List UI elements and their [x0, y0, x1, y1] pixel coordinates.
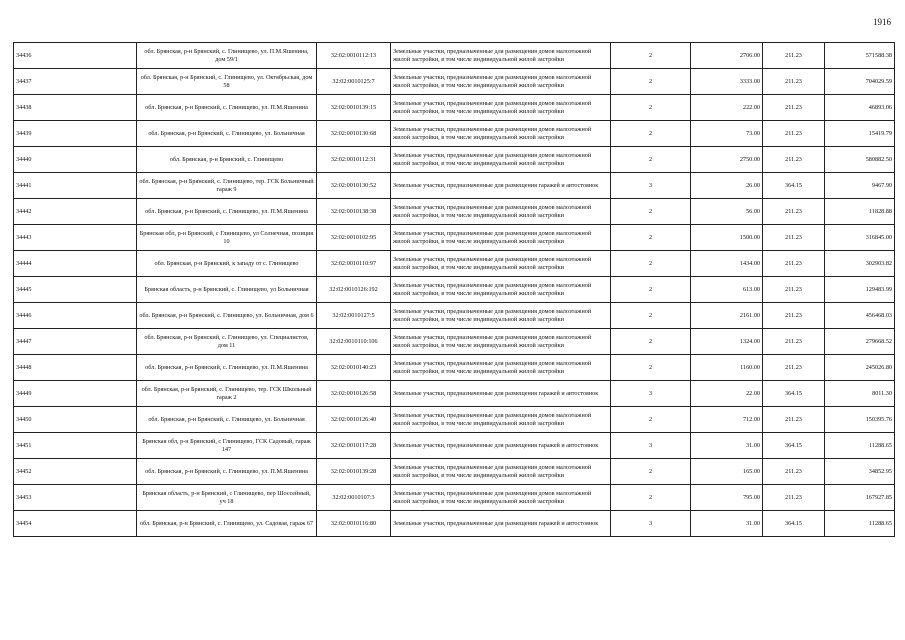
table-row	[14, 199, 895, 225]
group-cell: 2	[611, 459, 691, 485]
area-cell: 795.00	[691, 485, 763, 511]
group-cell: 2	[611, 121, 691, 147]
cadastral-value-cell: 34852.95	[825, 459, 895, 485]
cadastral-value-cell: 11828.88	[825, 199, 895, 225]
cadastral-value-cell: 316845.00	[825, 225, 895, 251]
cadastral-number-cell: 32:02:0010126:58	[317, 381, 391, 407]
page-number: 1916	[873, 17, 891, 27]
rate-cell: 364.15	[763, 433, 825, 459]
row-number-cell: 34453	[14, 485, 137, 511]
rate-cell: 211.23	[763, 459, 825, 485]
row-number-cell: 34452	[14, 459, 137, 485]
row-number-cell: 34446	[14, 303, 137, 329]
area-cell: 222.00	[691, 95, 763, 121]
row-number-cell: 34448	[14, 355, 137, 381]
cadastral-value-cell: 245026.80	[825, 355, 895, 381]
address-cell: обл. Брянская, р-н Брянский, с. Глинищево, ул. П.М.Яшенина	[137, 199, 317, 225]
land-use-cell: Земельные участки, предназначенные для размещения домов малоэтажной жилой застройки, в том числе индивидуальной жилой застройки	[391, 95, 611, 121]
group-cell: 2	[611, 277, 691, 303]
cadastral-number-cell: 32:02:0010140:23	[317, 355, 391, 381]
address-cell: обл. Брянская, р-н Брянский, с. Глинищево, ул. Октябрьская, дом 58	[137, 69, 317, 95]
cadastral-number-cell: 32:02:0010139:15	[317, 95, 391, 121]
group-cell: 2	[611, 485, 691, 511]
cadastral-number-cell: 32:02:0010102:95	[317, 225, 391, 251]
table-row	[14, 277, 895, 303]
land-use-cell: Земельные участки, предназначенные для размещения домов малоэтажной жилой застройки, в том числе индивидуальной жилой застройки	[391, 43, 611, 69]
area-cell: 1160.00	[691, 355, 763, 381]
cadastral-value-cell: 167927.85	[825, 485, 895, 511]
rate-cell: 211.23	[763, 199, 825, 225]
address-cell: обл. Брянская, р-н Брянский, с. Глинищево, ул. Больничная	[137, 121, 317, 147]
cadastral-number-cell: 32:02:0010130:68	[317, 121, 391, 147]
area-cell: 712.00	[691, 407, 763, 433]
group-cell: 2	[611, 355, 691, 381]
land-use-cell: Земельные участки, предназначенные для размещения домов малоэтажной жилой застройки, в том числе индивидуальной жилой застройки	[391, 147, 611, 173]
rate-cell: 211.23	[763, 147, 825, 173]
land-use-cell: Земельные участки, предназначенные для размещения гаражей и автостоянок	[391, 381, 611, 407]
cadastral-number-cell: 32:02:0010126:40	[317, 407, 391, 433]
area-cell: 165.00	[691, 459, 763, 485]
group-cell: 3	[611, 433, 691, 459]
rate-cell: 211.23	[763, 303, 825, 329]
area-cell: 613.00	[691, 277, 763, 303]
cadastral-value-cell: 8011.30	[825, 381, 895, 407]
land-use-cell: Земельные участки, предназначенные для размещения гаражей и автостоянок	[391, 433, 611, 459]
address-cell: обл. Брянская, р-н Брянский, с. Глинищево, ул. П.М.Яшенина, дом 59/1	[137, 43, 317, 69]
row-number-cell: 34439	[14, 121, 137, 147]
address-cell: Брянская область, р-н Брянский, с Глинищево, пер Шоссейный, уч 18	[137, 485, 317, 511]
area-cell: 2706.00	[691, 43, 763, 69]
rate-cell: 211.23	[763, 277, 825, 303]
row-number-cell: 34441	[14, 173, 137, 199]
table-row	[14, 433, 895, 459]
area-cell: 73.00	[691, 121, 763, 147]
table-row	[14, 459, 895, 485]
row-number-cell: 34443	[14, 225, 137, 251]
group-cell: 2	[611, 147, 691, 173]
area-cell: 31.00	[691, 433, 763, 459]
cadastral-value-table	[13, 42, 895, 537]
table-row	[14, 355, 895, 381]
rate-cell: 364.15	[763, 511, 825, 537]
group-cell: 3	[611, 381, 691, 407]
cadastral-number-cell: 32:02:0010110:106	[317, 329, 391, 355]
land-use-cell: Земельные участки, предназначенные для размещения домов малоэтажной жилой застройки, в том числе индивидуальной жилой застройки	[391, 277, 611, 303]
land-use-cell: Земельные участки, предназначенные для размещения гаражей и автостоянок	[391, 173, 611, 199]
address-cell: Брянская область, р-н Брянский, с. Глинищево, ул Больничная	[137, 277, 317, 303]
cadastral-value-cell: 15419.79	[825, 121, 895, 147]
table-row	[14, 121, 895, 147]
rate-cell: 364.15	[763, 381, 825, 407]
land-use-cell: Земельные участки, предназначенные для размещения домов малоэтажной жилой застройки, в том числе индивидуальной жилой застройки	[391, 303, 611, 329]
row-number-cell: 34436	[14, 43, 137, 69]
row-number-cell: 34450	[14, 407, 137, 433]
row-number-cell: 34449	[14, 381, 137, 407]
cadastral-value-cell: 279668.52	[825, 329, 895, 355]
land-use-cell: Земельные участки, предназначенные для размещения домов малоэтажной жилой застройки, в том числе индивидуальной жилой застройки	[391, 459, 611, 485]
table-row	[14, 251, 895, 277]
table-row	[14, 225, 895, 251]
area-cell: 2161.00	[691, 303, 763, 329]
cadastral-number-cell: 32:02:0010112:13	[317, 43, 391, 69]
group-cell: 3	[611, 511, 691, 537]
cadastral-value-cell: 704029.59	[825, 69, 895, 95]
address-cell: Брянская обл, р-н Брянский, с Глинищево, ул Солнечная, позиция 10	[137, 225, 317, 251]
group-cell: 2	[611, 303, 691, 329]
group-cell: 2	[611, 407, 691, 433]
row-number-cell: 34442	[14, 199, 137, 225]
land-use-cell: Земельные участки, предназначенные для размещения домов малоэтажной жилой застройки, в том числе индивидуальной жилой застройки	[391, 355, 611, 381]
area-cell: 56.00	[691, 199, 763, 225]
address-cell: обл. Брянская, р-н Брянский, с. Глинищево	[137, 147, 317, 173]
address-cell: обл. Брянская, р-н Брянский, с. Глинищево, ул. П.М.Яшенина	[137, 459, 317, 485]
cadastral-number-cell: 32:02:0010138:38	[317, 199, 391, 225]
row-number-cell: 34437	[14, 69, 137, 95]
area-cell: 1500.00	[691, 225, 763, 251]
address-cell: Брянская обл, р-н Брянский, с Глинищево, ГСК Садовый, гараж 147	[137, 433, 317, 459]
rate-cell: 211.23	[763, 69, 825, 95]
land-use-cell: Земельные участки, предназначенные для размещения гаражей и автостоянок	[391, 511, 611, 537]
land-use-cell: Земельные участки, предназначенные для размещения домов малоэтажной жилой застройки, в том числе индивидуальной жилой застройки	[391, 329, 611, 355]
cadastral-value-cell: 571588.38	[825, 43, 895, 69]
area-cell: 31.00	[691, 511, 763, 537]
table-row	[14, 43, 895, 69]
cadastral-value-cell: 456468.03	[825, 303, 895, 329]
cadastral-number-cell: 32:02:0010117:28	[317, 433, 391, 459]
area-cell: 1324.00	[691, 329, 763, 355]
rate-cell: 211.23	[763, 355, 825, 381]
group-cell: 2	[611, 43, 691, 69]
cadastral-number-cell: 32:02:0010107:3	[317, 485, 391, 511]
rate-cell: 211.23	[763, 329, 825, 355]
row-number-cell: 34438	[14, 95, 137, 121]
address-cell: обл. Брянская, р-н Брянский, с. Глинищево, тер. ГСК Школьный гараж 2	[137, 381, 317, 407]
rate-cell: 211.23	[763, 225, 825, 251]
land-use-cell: Земельные участки, предназначенные для размещения домов малоэтажной жилой застройки, в том числе индивидуальной жилой застройки	[391, 251, 611, 277]
address-cell: обл. Брянская, р-н Брянский, с. Глинищево, ул. П.М.Яшенина	[137, 95, 317, 121]
address-cell: обл. Брянская, р-н Брянский, с. Глинищево, ул. Больничная, дом 6	[137, 303, 317, 329]
address-cell: обл. Брянская, р-н Брянский, с. Глинищево, тер. ГСК Больничный гараж 9	[137, 173, 317, 199]
cadastral-value-cell: 129483.99	[825, 277, 895, 303]
cadastral-value-cell: 150395.76	[825, 407, 895, 433]
cadastral-number-cell: 32:02:0010126:192	[317, 277, 391, 303]
cadastral-number-cell: 32:02:0010139:28	[317, 459, 391, 485]
group-cell: 2	[611, 251, 691, 277]
rate-cell: 211.23	[763, 407, 825, 433]
cadastral-value-cell: 11288.65	[825, 433, 895, 459]
table-row	[14, 147, 895, 173]
area-cell: 3333.00	[691, 69, 763, 95]
cadastral-number-cell: 32:02:0010116:80	[317, 511, 391, 537]
land-use-cell: Земельные участки, предназначенные для размещения домов малоэтажной жилой застройки, в том числе индивидуальной жилой застройки	[391, 485, 611, 511]
rate-cell: 211.23	[763, 43, 825, 69]
table-row	[14, 511, 895, 537]
cadastral-value-cell: 11288.65	[825, 511, 895, 537]
area-cell: 22.00	[691, 381, 763, 407]
row-number-cell: 34445	[14, 277, 137, 303]
cadastral-value-cell: 302903.82	[825, 251, 895, 277]
rate-cell: 211.23	[763, 485, 825, 511]
rate-cell: 211.23	[763, 95, 825, 121]
row-number-cell: 34444	[14, 251, 137, 277]
group-cell: 2	[611, 69, 691, 95]
table-row	[14, 303, 895, 329]
table-row	[14, 95, 895, 121]
group-cell: 2	[611, 329, 691, 355]
cadastral-value-cell: 46893.06	[825, 95, 895, 121]
table-row	[14, 381, 895, 407]
address-cell: обл. Брянская, р-н Брянский, с. Глинищево, ул. Больничная	[137, 407, 317, 433]
row-number-cell: 34440	[14, 147, 137, 173]
rate-cell: 364.15	[763, 173, 825, 199]
cadastral-value-cell: 580882.50	[825, 147, 895, 173]
rate-cell: 211.23	[763, 251, 825, 277]
row-number-cell: 34451	[14, 433, 137, 459]
address-cell: обл. Брянская, р-н Брянский, с. Глинищево, ул. Специалистов, дом 11	[137, 329, 317, 355]
group-cell: 3	[611, 173, 691, 199]
table-row	[14, 485, 895, 511]
land-use-cell: Земельные участки, предназначенные для размещения домов малоэтажной жилой застройки, в том числе индивидуальной жилой застройки	[391, 407, 611, 433]
area-cell: 1434.00	[691, 251, 763, 277]
land-use-cell: Земельные участки, предназначенные для размещения домов малоэтажной жилой застройки, в том числе индивидуальной жилой застройки	[391, 121, 611, 147]
group-cell: 2	[611, 225, 691, 251]
rate-cell: 211.23	[763, 121, 825, 147]
cadastral-number-cell: 32:02:0010110:97	[317, 251, 391, 277]
address-cell: обл. Брянская, р-н Брянский, к западу от с. Глинищево	[137, 251, 317, 277]
land-use-cell: Земельные участки, предназначенные для размещения домов малоэтажной жилой застройки, в том числе индивидуальной жилой застройки	[391, 199, 611, 225]
table-body	[14, 43, 895, 537]
cadastral-number-cell: 32:02:0010112:31	[317, 147, 391, 173]
land-use-cell: Земельные участки, предназначенные для размещения домов малоэтажной жилой застройки, в том числе индивидуальной жилой застройки	[391, 225, 611, 251]
cadastral-number-cell: 32:02:0010130:52	[317, 173, 391, 199]
address-cell: обл. Брянская, р-н Брянский, с. Глинищево, ул. П.М.Яшенина	[137, 355, 317, 381]
cadastral-number-cell: 32:02:0010125:7	[317, 69, 391, 95]
row-number-cell: 34447	[14, 329, 137, 355]
area-cell: 2750.00	[691, 147, 763, 173]
address-cell: обл. Брянская, р-н Брянский, с. Глинищево, ул. Садовая, гараж 67	[137, 511, 317, 537]
table-row	[14, 329, 895, 355]
table-row	[14, 407, 895, 433]
cadastral-number-cell: 32:02:0010127:5	[317, 303, 391, 329]
row-number-cell: 34454	[14, 511, 137, 537]
cadastral-value-cell: 9467.90	[825, 173, 895, 199]
group-cell: 2	[611, 199, 691, 225]
table-row	[14, 173, 895, 199]
land-use-cell: Земельные участки, предназначенные для размещения домов малоэтажной жилой застройки, в том числе индивидуальной жилой застройки	[391, 69, 611, 95]
table-row	[14, 69, 895, 95]
area-cell: 26.00	[691, 173, 763, 199]
group-cell: 2	[611, 95, 691, 121]
